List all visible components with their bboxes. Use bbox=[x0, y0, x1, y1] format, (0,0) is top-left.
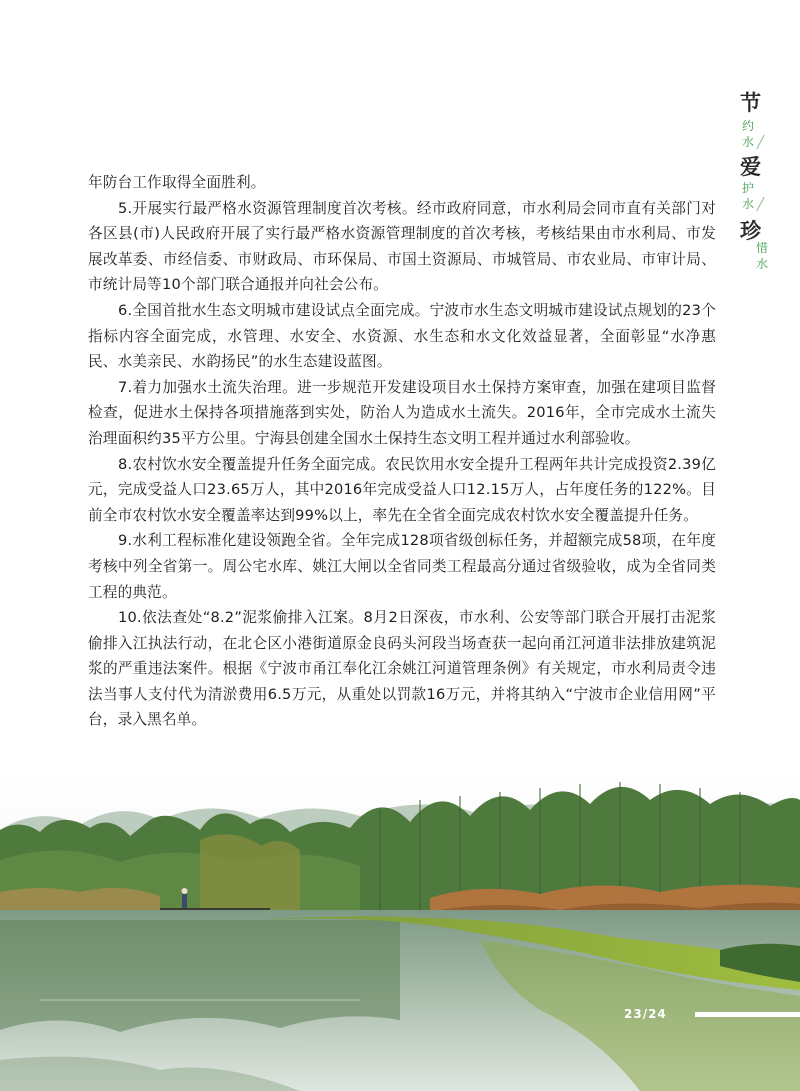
paragraph-5: 9.水利工程标准化建设领跑全省。全年完成128项省级创标任务，并超额完成58项，在年度考核中列全省第一。周公宅水库、姚江大闸以全省同类工程最高分通过省级验收，成为全省同类工程的典范。 bbox=[88, 532, 716, 601]
paragraph-0: 年防台工作取得全面胜利。 bbox=[88, 174, 266, 191]
slogan-char-zhen: 珍 bbox=[740, 218, 761, 243]
paragraph-3: 7.着力加强水土流失治理。进一步规范开发建设项目水土保持方案审查，加强在建项目监督检查，促进水土保持各项措施落到实处，防治人为造成水土流失。2016年，全市完成水土流失治理面积约35平方公里。宁海县创建全国水土保持生态文明工程并通过水利部验收。 bbox=[88, 378, 716, 447]
slogan-small-xi: 惜 bbox=[756, 241, 769, 255]
article-body bbox=[88, 170, 716, 733]
paragraph-6: 10.依法查处“8.2”泥浆偷排入江案。8月2日深夜，市水利、公安等部门联合开展打击泥浆偷排入江执法行动，在北仑区小港街道原金良码头河段当场查获一起向甬江河道非法排放建筑泥浆的严重违法案件。根据《宁波市甬江奉化江余姚江河道管理条例》有关规定，市水利局责令违法当事人支付代为清淤费用6.5万元，从重处以罚款16万元，并将其纳入“宁波市企业信用网”平台，录入黑名单。 bbox=[88, 609, 716, 729]
paragraph-2: 6.全国首批水生态文明城市建设试点全面完成。宁波市水生态文明城市建设试点规划的23个指标内容全面完成，水管理、水安全、水资源、水生态和水文化效益显著，全面彰显“水净惠民、水美亲民、水韵扬民”的水生态建设蓝图。 bbox=[88, 301, 716, 371]
slogan-small-shui-1: 水 bbox=[742, 135, 755, 149]
page-number: 23/24 bbox=[624, 1007, 667, 1021]
slogan-small-yue: 约 bbox=[742, 119, 755, 133]
slogan-char-ai: 爱 bbox=[740, 154, 761, 179]
slogan-divider-1 bbox=[756, 135, 764, 150]
slogan-divider-2 bbox=[756, 197, 764, 212]
paragraph-4: 8.农村饮水安全覆盖提升任务全面完成。农民饮用水安全提升工程两年共计完成投资2.39亿元，完成受益人口23.65万人，其中2016年完成受益人口12.15万人，占年度任务的122%。目前全市农村饮水安全覆盖率达到99%以上，率先在全省全面完成农村饮水安全覆盖提升任务。 bbox=[88, 455, 716, 524]
slogan-char-jie: 节 bbox=[740, 90, 761, 115]
slogan-small-shui-3: 水 bbox=[756, 257, 769, 271]
paragraph-1: 5.开展实行最严格水资源管理制度首次考核。经市政府同意，市水利局会同市直有关部门对各区县(市)人民政府开展了实行最严格水资源管理制度的首次考核，考核结果由市水利局、市发展改革委、市经信委、市财政局、市环保局、市国土资源局、市城管局、市农业局、市审计局、市统计局等10个部门联合通报并向社会公布。 bbox=[88, 199, 716, 294]
page-number-bar bbox=[695, 1012, 800, 1017]
slogan-small-shui-2: 水 bbox=[742, 197, 755, 211]
landscape-photo bbox=[0, 770, 800, 1091]
slogan-small-hu: 护 bbox=[742, 181, 755, 195]
vertical-slogan bbox=[730, 92, 774, 292]
